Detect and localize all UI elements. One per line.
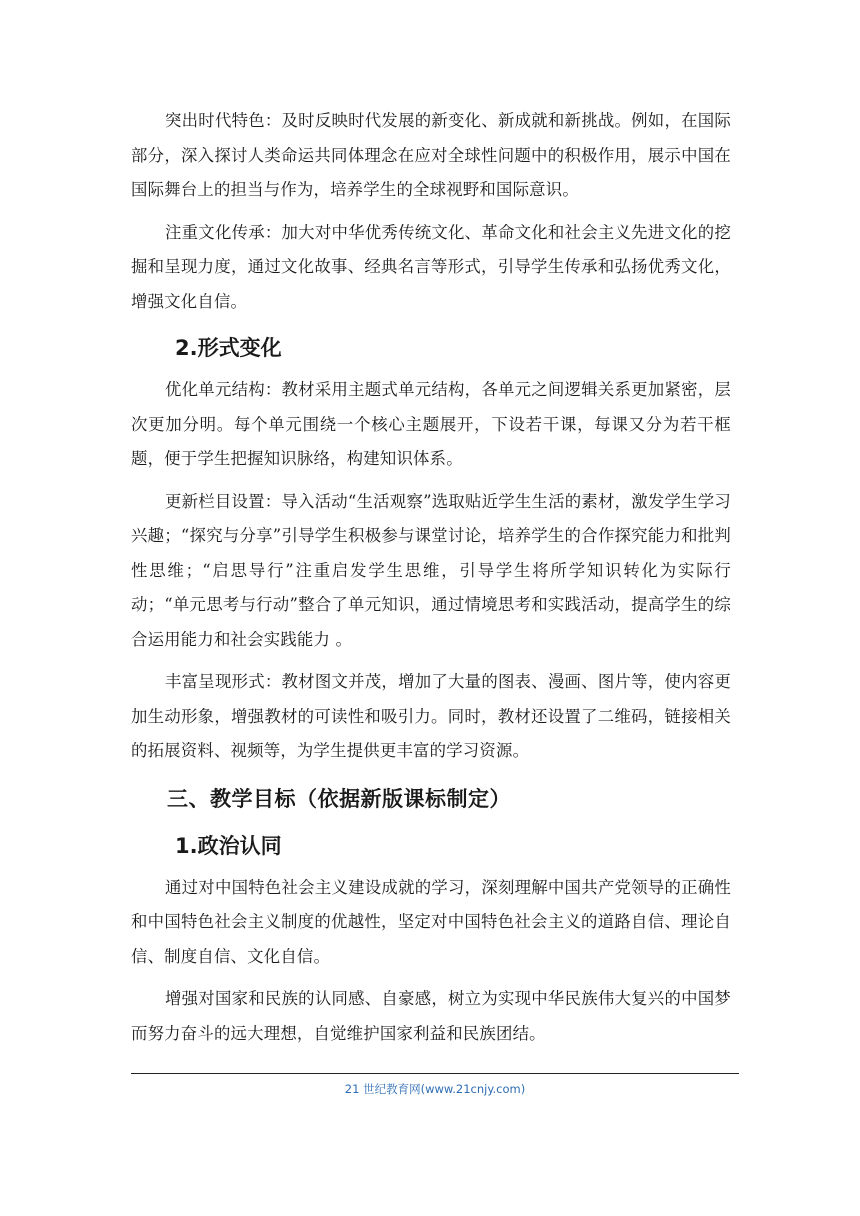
footer-source: 21 世纪教育网(www.21cnjy.com) (344, 1082, 526, 1096)
paragraph-political-study: 通过对中国特色社会主义建设成就的学习，深刻理解中国共产党领导的正确性和中国特色社会主义制度的优越性，坚定对中国特色社会主义的道路自信、理论自信、制度自信、文化自信。 (131, 877, 731, 966)
footer-divider (131, 1073, 739, 1074)
paragraph-presentation-forms: 丰富呈现形式：教材图文并茂，增加了大量的图表、漫画、图片等，使内容更加生动形象，增强教材的可读性和吸引力。同时，教材还设置了二维码，链接相关的拓展资料、视频等，为学生提供更丰富的学习资源。 (131, 672, 731, 760)
paragraph-national-identity: 增强对国家和民族的认同感、自豪感，树立为实现中华民族伟大复兴的中国梦而努力奋斗的远大理想，自觉维护国家利益和民族团结。 (131, 989, 731, 1043)
paragraph-era-features: 突出时代特色：及时反映时代发展的新变化、新成就和新挑战。例如，在国际部分，深入探讨人类命运共同体理念在应对全球性问题中的积极作用，展示中国在国际舞台上的担当与作为，培养学生的全球视野和国际意识。 (131, 111, 731, 199)
paragraph-unit-structure: 优化单元结构：教材采用主题式单元结构，各单元之间逻辑关系更加紧密，层次更加分明。每个单元围绕一个核心主题展开，下设若干课，每课又分为若干框题，便于学生把握知识脉络，构建知识体系。 (131, 380, 731, 468)
heading-political-identity: 1.政治认同 (175, 833, 282, 858)
heading-teaching-goals: 三、教学目标（依据新版课标制定） (167, 786, 511, 811)
heading-form-change: 2.形式变化 (175, 336, 282, 360)
paragraph-column-settings: 更新栏目设置：导入活动“生活观察”选取贴近学生生活的素材，激发学生学习兴趣；“探究与分享”引导学生积极参与课堂讨论，培养学生的合作探究能力和批判性思维；“启思导行”注重启发学生思维，引导学生将所学知识转化为实际行动；“单元思考与行动”整合了单元知识，通过情境思考和实践活动，提高学生的综合运用能力和社会实践能力 。 (131, 491, 731, 649)
document-body (131, 104, 731, 1059)
paragraph-culture-heritage: 注重文化传承：加大对中华优秀传统文化、革命文化和社会主义先进文化的挖掘和呈现力度，通过文化故事、经典名言等形式，引导学生传承和弘扬优秀文化，增强文化自信。 (131, 222, 731, 311)
